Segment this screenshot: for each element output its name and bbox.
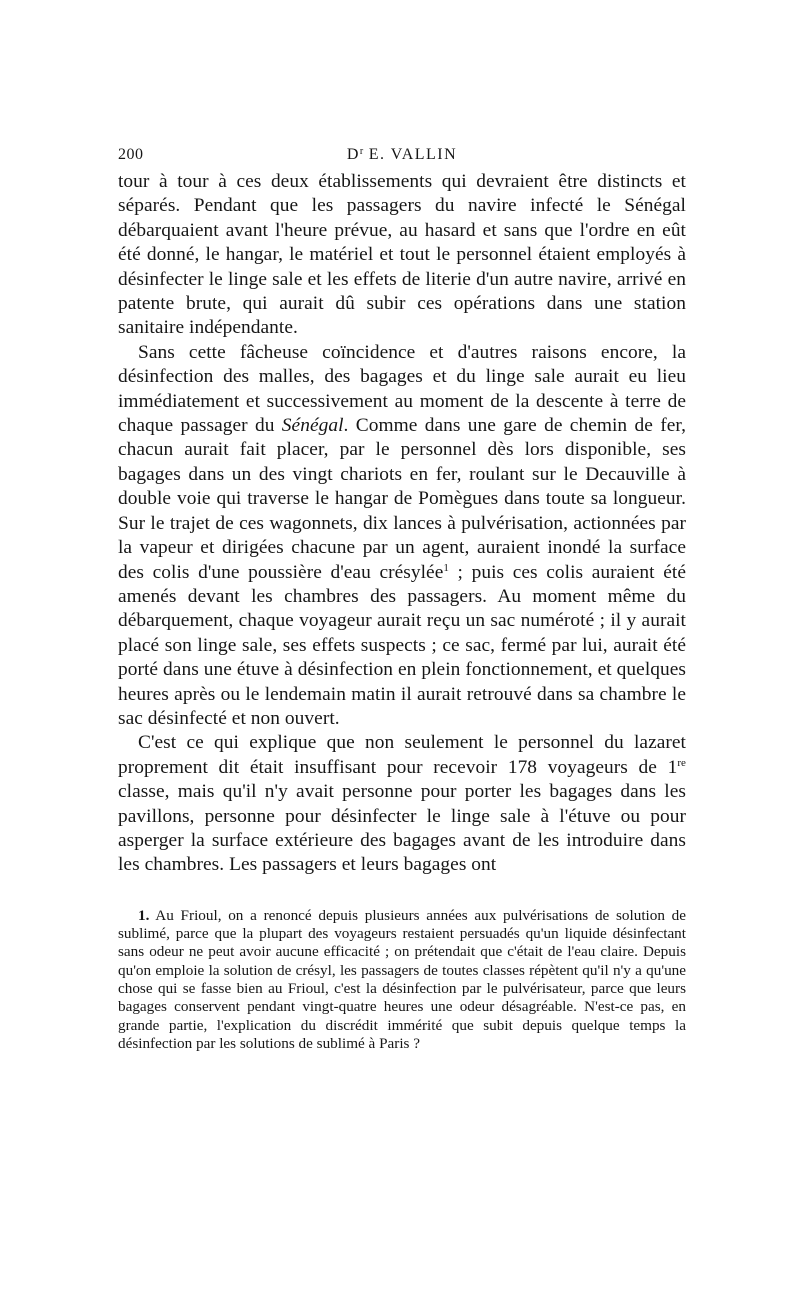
page-number: 200 — [118, 146, 144, 163]
footnote-text: Au Frioul, on a renoncé depuis plusieurs années aux pulvérisations de solution de sublimé, parce que la plupart des voyageurs restaient persuadés qu'un liquide désinfectant sans odeur ne peut avoir aucune efficacité ; on prétendait que c'était de l'eau claire. Depuis qu'on emploie la solution de crésyl, les passagers de toutes classes répètent qu'il n'y a qu'une chose qui se fasse bien au Frioul, c'est la désinfection par le pulvérisateur, parce que leurs bagages conservent pendant vingt-quatre heures une odeur désagréable. N'est-ce pas, en grande partie, l'explication du discrédit immérité que subit depuis quelque temps la désinfection par les solutions de sublimé à Paris ? — [118, 906, 686, 1052]
book-page — [118, 146, 686, 1053]
paragraph-2-part-b: . Comme dans une gare de chemin de fer, chacun aurait fait placer, par le personnel dès lors disponible, ses bagages dans un des vingt chariots en fer, roulant sur le Decauville à double voie qui traverse le hangar de Pomègues dans toute sa longueur. Sur le trajet de ces wagonnets, dix lances à pulvérisation, actionnées par la vapeur et dirigées chacune par un agent, auraient inondé la surface des colis d'une poussière d'eau crésylée — [118, 415, 686, 583]
running-title — [118, 146, 686, 164]
body-text — [118, 170, 686, 878]
footnotes — [118, 907, 686, 1053]
paragraph-2-part-c: ; puis ces colis auraient été amenés devant les chambres des passagers. Au moment même du débarquement, chaque voyageur aurait reçu un sac numéroté ; il y aurait placé son linge sale, ses effets suspects ; ce sac, fermé par lui, aurait été porté dans une étuve à désinfection en plein fonctionnement, et quelques heures après ou le lendemain matin il aurait retrouvé dans sa chambre le sac désinfecté et non ouvert. — [118, 561, 686, 729]
paragraph-2-part-a: Sans cette fâcheuse coïncidence et d'autres raisons encore, la désinfection des malles, des bagages et du linge sale aurait eu lieu immédiatement et successivement au moment de la descente à terre de chaque passager du — [118, 341, 686, 437]
running-head — [118, 146, 686, 170]
paragraph-1: tour à tour à ces deux établissements qui devraient être distincts et séparés. Pendant que les passagers du navire infecté le Sénégal débarquaient avant l'heure prévue, au hasard et sans que l'ordre en eût été donné, le hangar, le matériel et tout le personnel étaient employés à désinfecter le linge sale et les effets de literie d'un autre navire, arrivé en patente brute, qui aurait dû subir ces opérations dans une station sanitaire indépendante. — [118, 171, 686, 339]
paragraph-2 — [118, 341, 686, 732]
author-abbrev: D — [346, 146, 360, 163]
footnote-reference[interactable]: 1 — [443, 561, 449, 574]
author-abbrev-sup: r — [359, 146, 364, 157]
paragraph-3-part-b: classe, mais qu'il n'y avait personne pour porter les bagages dans les pavillons, personne pour désinfecter le linge sale à l'étuve ou pour asperger la surface extérieure des bagages avant de les introduire dans les chambres. Les passagers et leurs bagages ont — [118, 781, 686, 876]
ordinal-suffix: re — [677, 756, 686, 769]
footnote-number: 1. — [138, 906, 150, 924]
paragraph-3-part-a: C'est ce qui explique que non seulement le personnel du lazaret proprement dit était insuffisant pour recevoir 178 voyageurs de 1 — [118, 732, 686, 778]
author-name: E. VALLIN — [363, 146, 458, 163]
ship-name: Sénégal — [281, 415, 344, 437]
footnote-1 — [118, 907, 686, 1053]
paragraph-3 — [118, 731, 686, 877]
